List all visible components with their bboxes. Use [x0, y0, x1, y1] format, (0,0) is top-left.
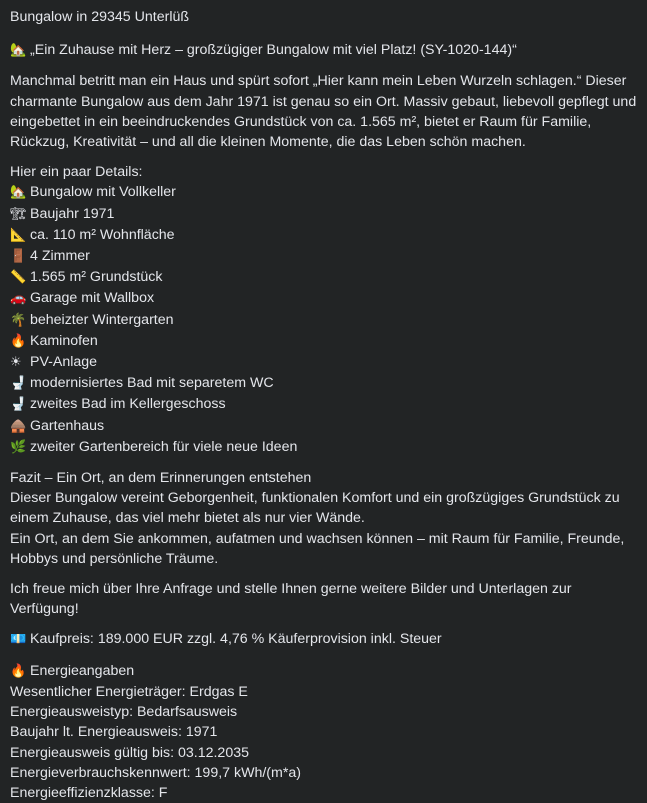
hut-icon: 🛖 [10, 418, 27, 434]
detail-item [10, 225, 637, 246]
banknote-icon: 💶 [10, 632, 27, 648]
toilet-icon: 🚽 [10, 376, 27, 392]
headline-text: „Ein Zuhause mit Herz – großzügiger Bungalow mit viel Platz! (SY-1020-144)“ [30, 42, 517, 59]
detail-item [10, 288, 637, 309]
listing-title: Bungalow in 29345 Unterlüß [10, 9, 190, 25]
detail-text: Baujahr 1971 [30, 205, 115, 222]
detail-item [10, 246, 637, 267]
toilet-icon: 🚽 [10, 397, 27, 413]
detail-item [10, 182, 637, 203]
details-section [10, 162, 637, 458]
detail-text: Gartenhaus [30, 417, 105, 434]
energy-heading: Energieangaben [30, 662, 135, 679]
detail-text: zweites Bad im Kellergeschoss [30, 396, 226, 413]
ruler-icon: 📏 [10, 270, 27, 286]
energy-line: Baujahr lt. Energieausweis: 1971 [10, 724, 218, 741]
energy-line: Wesentlicher Energieträger: Erdgas E [10, 683, 248, 700]
sun-icon: ☀ [10, 355, 22, 371]
fazit-heading: Fazit – Ein Ort, an dem Erinnerungen entstehen [10, 470, 312, 487]
palm-tree-icon: 🌴 [10, 312, 27, 328]
car-icon: 🚗 [10, 291, 27, 307]
details-heading: Hier ein paar Details: [10, 164, 143, 181]
house-plant-icon: 🏡 [10, 43, 27, 59]
fazit-paragraph-1: Dieser Bungalow vereint Geborgenheit, funktionalen Komfort und ein großzügiges Grundstück zu einem Zuhause, das viel mehr bietet als nur vier Wände. [10, 490, 620, 527]
energy-section [10, 661, 637, 803]
detail-item [10, 310, 637, 331]
detail-item [10, 437, 637, 458]
intro-paragraph: Manchmal betritt man ein Haus und spürt sofort „Hier kann mein Leben Wurzeln schlagen.“ Dieser charmante Bungalow aus dem Jahr 1971 ist genau so ein Ort. Massiv gebaut, liebevoll gepflegt und eingebettet in ein beeindruckendes Grundstück von ca. 1.565 m², bietet er Raum für Familie, Rückzug, Kreativität – und all die kleinen Momente, die das Leben schön machen. [10, 73, 637, 151]
detail-text: PV-Anlage [30, 354, 98, 371]
detail-text: Kaminofen [30, 332, 98, 349]
detail-text: 4 Zimmer [30, 248, 90, 265]
detail-text: modernisiertes Bad mit separetem WC [30, 375, 274, 392]
detail-text: Garage mit Wallbox [30, 290, 155, 307]
fazit-paragraph-2: Ein Ort, an dem Sie ankommen, aufatmen und wachsen können – mit Raum für Familie, Freunde, Hobbys und persönliche Träume. [10, 530, 625, 567]
detail-text: zweiter Gartenbereich für viele neue Ideen [30, 438, 298, 455]
detail-item [10, 352, 637, 373]
contact-paragraph: Ich freue mich über Ihre Anfrage und stelle Ihnen gerne weitere Bilder und Unterlagen zur Verfügung! [10, 581, 572, 618]
detail-text: 1.565 m² Grundstück [30, 269, 163, 286]
detail-item [10, 394, 637, 415]
energy-list [10, 682, 637, 803]
headline [10, 40, 637, 61]
detail-item [10, 416, 637, 437]
detail-text: Bungalow mit Vollkeller [30, 184, 176, 201]
detail-item [10, 204, 637, 225]
price-text: Kaufpreis: 189.000 EUR zzgl. 4,76 % Käuferprovision inkl. Steuer [30, 631, 442, 648]
detail-item [10, 373, 637, 394]
detail-text: beheizter Wintergarten [30, 311, 174, 328]
energy-line: Energieverbrauchskennwert: 199,7 kWh/(m*a) [10, 764, 301, 781]
herb-icon: 🌿 [10, 439, 27, 455]
detail-item [10, 331, 637, 352]
triangle-ruler-icon: 📐 [10, 227, 27, 243]
energy-line: Energieausweis gültig bis: 03.12.2035 [10, 744, 249, 761]
fire-icon: 🔥 [10, 663, 27, 679]
fire-icon: 🔥 [10, 333, 27, 349]
door-icon: 🚪 [10, 249, 27, 265]
energy-line: Energieeffizienzklasse: F [10, 784, 168, 801]
fazit-section [10, 468, 637, 569]
construction-icon: 🏗 [10, 206, 27, 222]
energy-line: Energieausweistyp: Bedarfsausweis [10, 704, 238, 721]
energy-heading-line [10, 661, 637, 682]
house-plant-icon: 🏡 [10, 185, 27, 201]
detail-text: ca. 110 m² Wohnfläche [30, 226, 175, 243]
price-line [10, 629, 637, 650]
detail-item [10, 267, 637, 288]
details-list [10, 182, 637, 458]
